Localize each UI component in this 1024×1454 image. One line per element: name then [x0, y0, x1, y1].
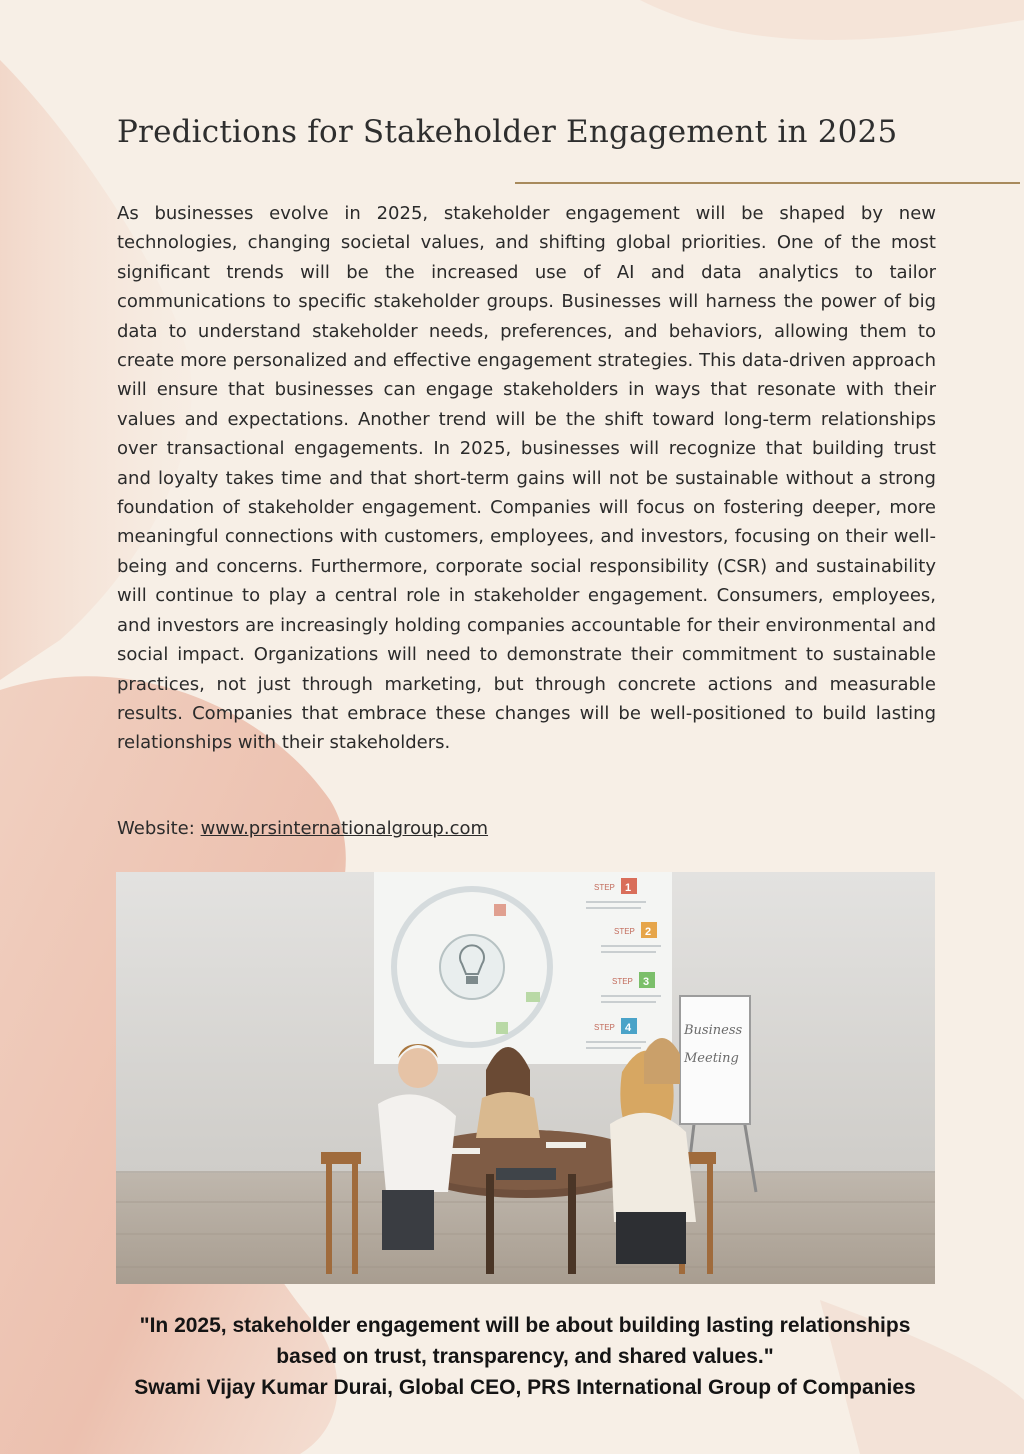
- slide-step-number-2: 2: [645, 926, 652, 938]
- slide-step-3: STEP: [612, 977, 633, 986]
- flipchart-line-1: Business: [684, 1023, 743, 1038]
- slide-step-number-3: 3: [643, 976, 650, 988]
- slide-step-number-4: 4: [625, 1022, 632, 1034]
- meeting-photo: [116, 872, 935, 1284]
- website-label: Website:: [117, 818, 195, 839]
- website-link[interactable]: www.prsinternationalgroup.com: [200, 818, 489, 839]
- meeting-photo-illustration: [116, 872, 935, 1284]
- slide-step-number-1: 1: [625, 882, 632, 894]
- slide-step-2: STEP: [614, 927, 635, 936]
- slide-step-1: STEP: [594, 883, 615, 892]
- quote-line-2: based on trust, transparency, and shared values.": [276, 1345, 774, 1368]
- quote-line-1: "In 2025, stakeholder engagement will be about building lasting relationships: [139, 1314, 911, 1337]
- title-divider: [515, 182, 1020, 184]
- slide-step-4: STEP: [594, 1023, 615, 1032]
- flipchart-line-2: Meeting: [684, 1051, 739, 1066]
- quote-attribution: Swami Vijay Kumar Durai, Global CEO, PRS International Group of Companies: [134, 1376, 916, 1399]
- quote-block: [100, 1310, 950, 1403]
- website-line: [117, 814, 488, 843]
- page-title: Predictions for Stakeholder Engagement in 2025: [117, 114, 898, 150]
- article-body: As businesses evolve in 2025, stakeholder engagement will be shaped by new technologies, changing societal values, and shifting global priorities. One of the most significant trends will be the increased use of AI and data analytics to tailor communications to specific stakeholder groups. Businesses will harness the power of big data to understand stakeholder needs, preferences, and behaviors, allowing them to create more personalized and effective engagement strategies. This data-driven approach will ensure that businesses can engage stakeholders in ways that resonate with their values and expectations. Another trend will be the shift toward long-term relationships over transactional engagements. In 2025, businesses will recognize that building trust and loyalty takes time and that short-term gains will not be sustainable without a strong foundation of stakeholder engagement. Companies will focus on fostering deeper, more meaningful connections with customers, employees, and investors, focusing on their well-being and concerns. Furthermore, corporate social responsibility (CSR) and sustainability will continue to play a central role in stakeholder engagement. Consumers, employees, and investors are increasingly holding companies accountable for their environmental and social impact. Organizations will need to demonstrate their commitment to sustainable practices, not just through marketing, but through concrete actions and measurable results. Companies that embrace these changes will be well-positioned to build lasting relationships with their stakeholders.: [117, 203, 936, 754]
